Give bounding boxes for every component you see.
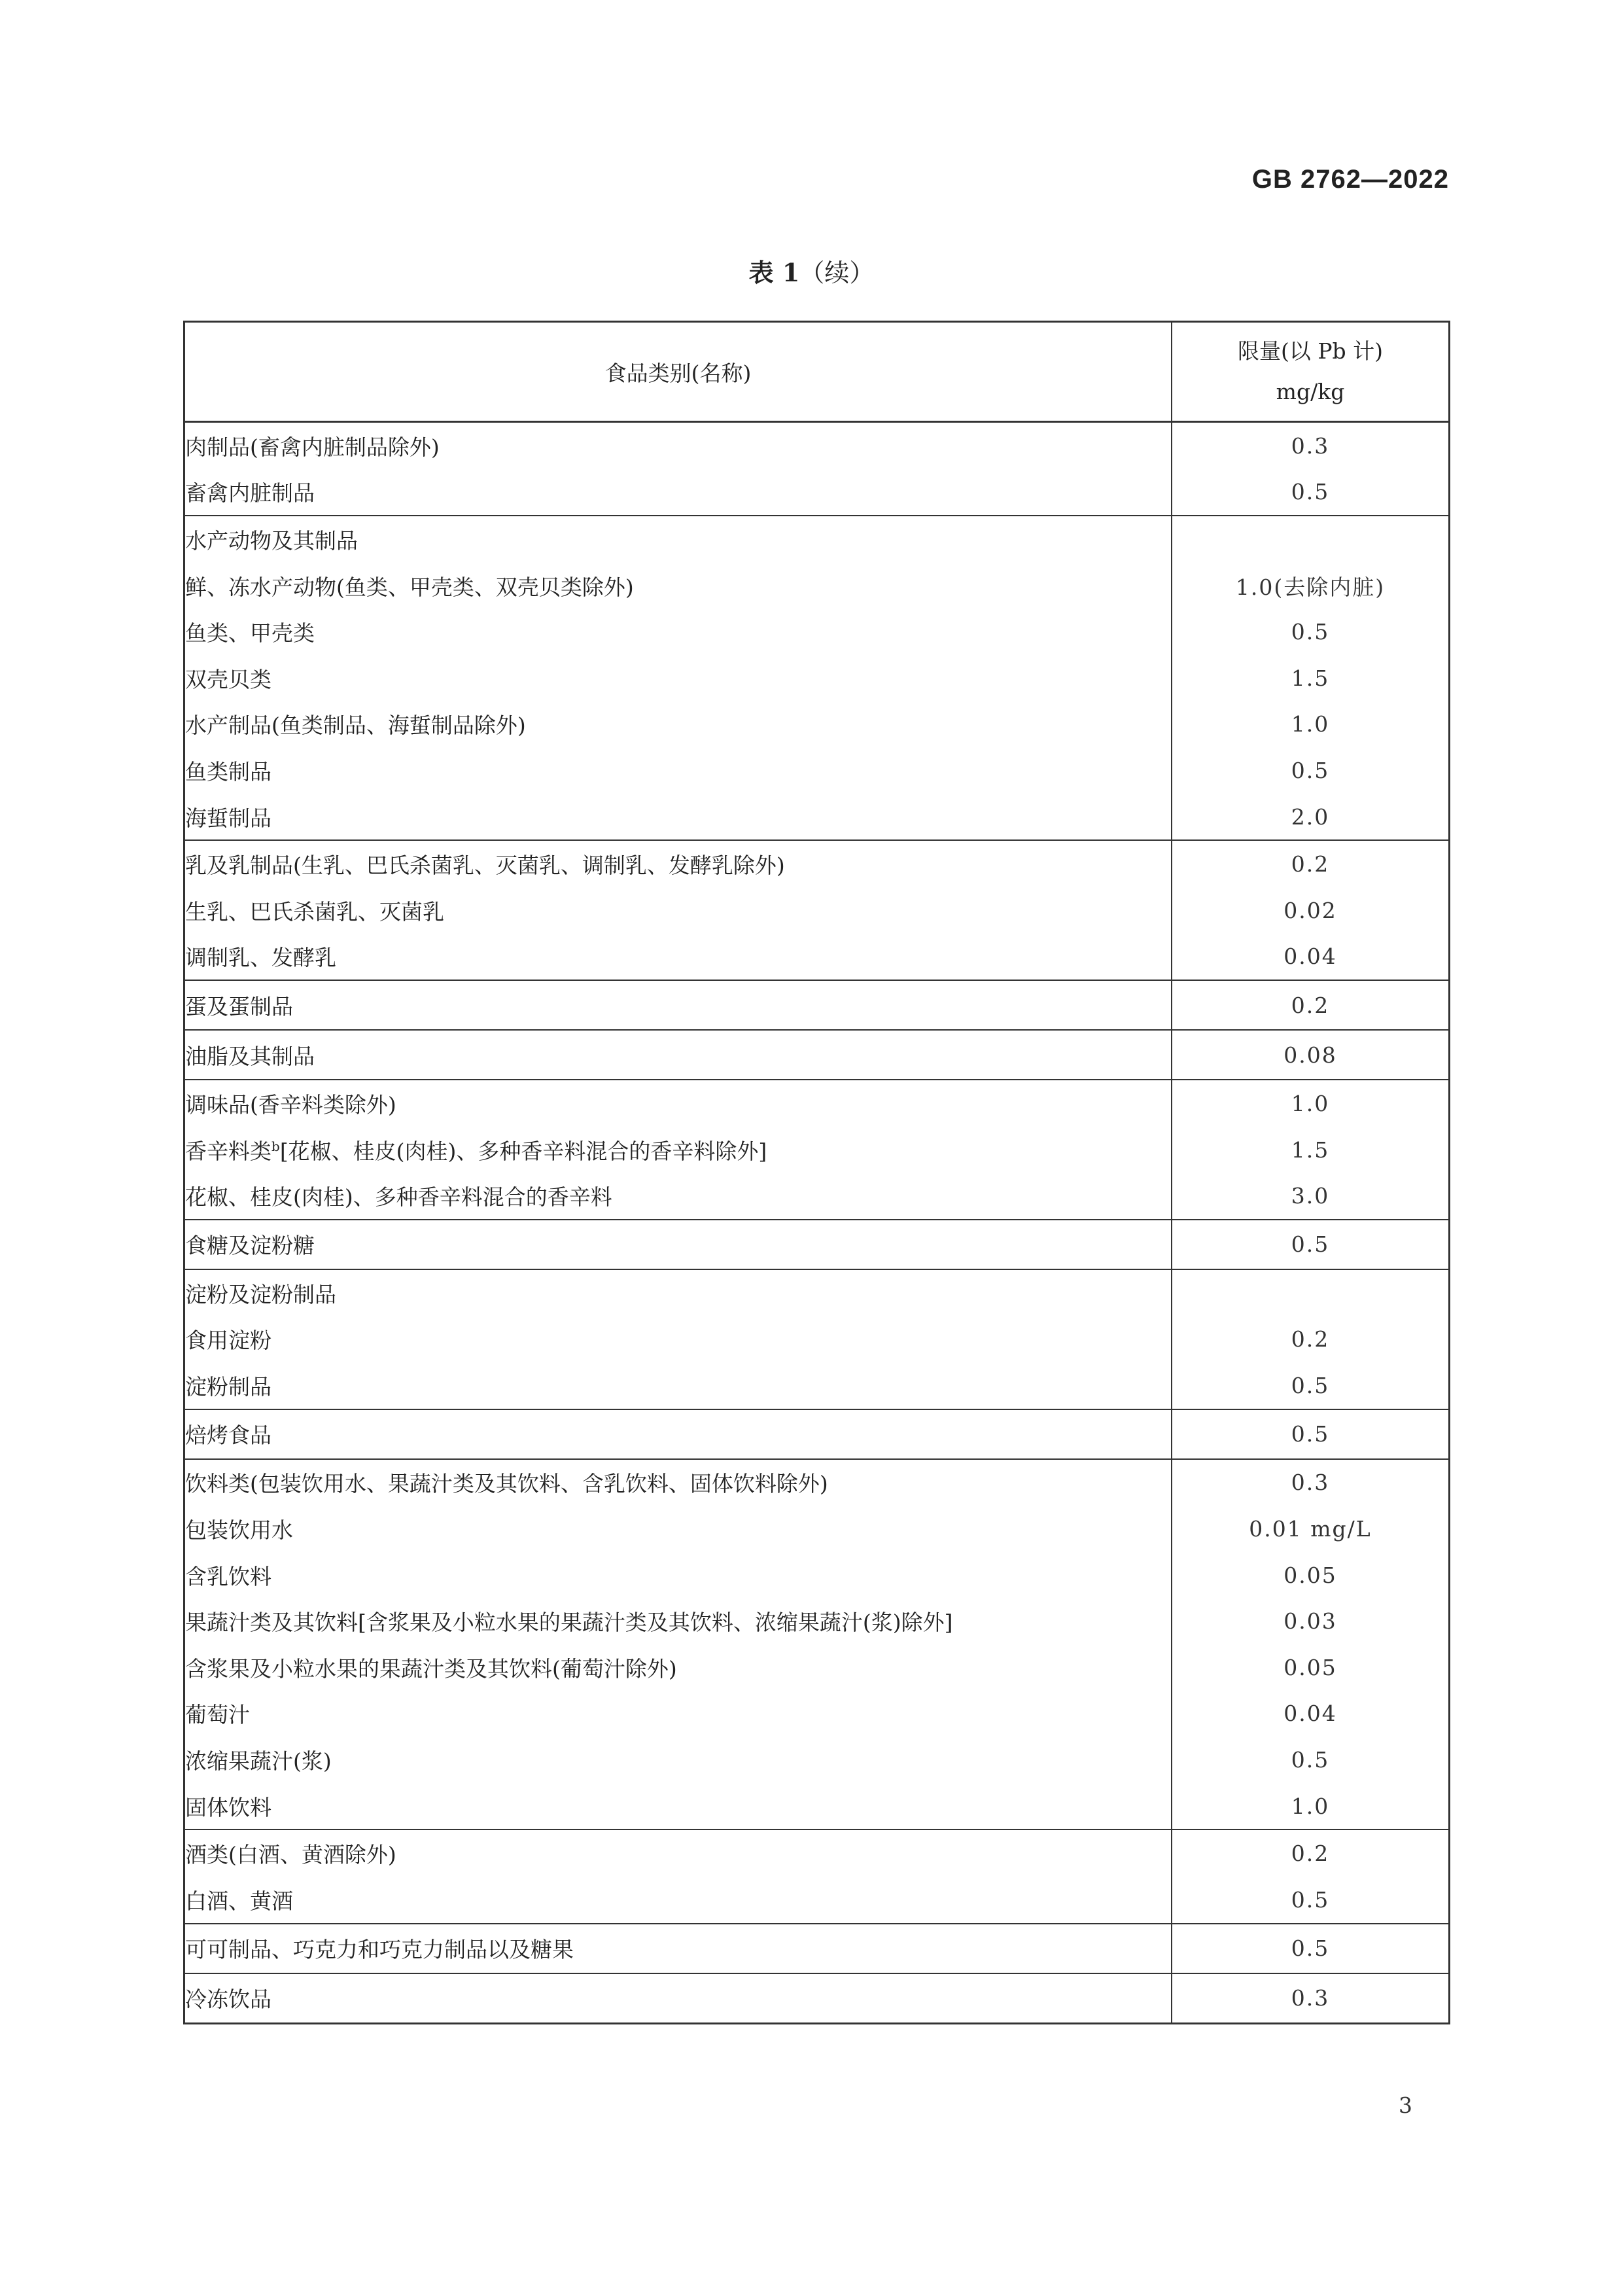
food-category-name: 含乳饮料 — [185, 1563, 271, 1589]
food-category-cell — [184, 794, 1172, 841]
column-header-limit-line1: 限量(以 Pb 计) — [1237, 338, 1384, 364]
table-header-row — [184, 322, 1450, 422]
limit-value-cell: 0.04 — [1283, 1701, 1337, 1727]
footnote-marker: b — [271, 1138, 280, 1154]
table-group — [184, 422, 1450, 516]
table-row — [184, 1829, 1450, 1877]
food-category-cell — [184, 1220, 1172, 1269]
food-category-name: 双壳贝类 — [185, 666, 271, 692]
food-category-cell — [184, 1691, 1172, 1737]
limit-value-cell: 1.0 — [1291, 1090, 1330, 1116]
food-category-name: 葡萄汁 — [185, 1702, 250, 1728]
food-category-cell — [184, 1269, 1172, 1316]
food-category-cell — [184, 469, 1172, 516]
food-category-cell — [184, 1362, 1172, 1409]
limit-value-cell: 0.5 — [1291, 757, 1330, 783]
food-category-cell — [184, 516, 1172, 563]
table-group — [184, 1829, 1450, 1923]
food-category-cell — [184, 1173, 1172, 1220]
food-category-name: 可可制品、巧克力和巧克力制品以及糖果 — [185, 1937, 574, 1963]
food-category-cell — [184, 1598, 1172, 1644]
standard-number: GB 2762—2022 — [1251, 165, 1449, 194]
table-row — [184, 887, 1450, 934]
food-category-name: 乳及乳制品(生乳、巴氏杀菌乳、灭菌乳、调制乳、发酵乳除外) — [185, 853, 785, 879]
limit-value-cell: 0.5 — [1291, 1886, 1330, 1913]
table-row — [184, 1127, 1450, 1173]
limit-value-cell: 1.0 — [1291, 711, 1330, 737]
table-row — [184, 1459, 1450, 1506]
limit-value-cell: 0.05 — [1283, 1562, 1337, 1588]
table-row — [184, 1506, 1450, 1552]
limit-value-cell: 1.0 — [1291, 1793, 1330, 1819]
food-category-cell — [184, 1459, 1172, 1506]
table-row — [184, 1552, 1450, 1598]
table-group — [184, 1459, 1450, 1830]
limit-value-cell: 0.03 — [1283, 1608, 1337, 1634]
food-category-name: 淀粉制品 — [185, 1373, 271, 1400]
limit-value-cell: 1.5 — [1291, 1137, 1330, 1163]
table-row — [184, 701, 1450, 748]
food-category-cell — [184, 1644, 1172, 1691]
food-category-cell — [184, 1127, 1172, 1173]
food-category-name: 花椒、桂皮(肉桂)、多种香辛料混合的香辛料 — [185, 1184, 612, 1210]
table-row — [184, 655, 1450, 701]
table-row — [184, 1924, 1450, 1973]
limit-value-cell — [1172, 516, 1450, 563]
food-category-cell — [184, 980, 1172, 1030]
food-category-name: 饮料类(包装饮用水、果蔬汁类及其饮料、含乳饮料、固体饮料除外) — [185, 1471, 828, 1497]
limit-value-cell: 0.3 — [1291, 1985, 1330, 2011]
table-group — [184, 1924, 1450, 1973]
limit-value-cell: 0.02 — [1283, 897, 1337, 923]
food-category-name: 畜禽内脏制品 — [185, 480, 315, 506]
limit-value-cell: 1.0(去除内脏) — [1235, 574, 1386, 600]
table-row — [184, 1598, 1450, 1644]
table-title-label: 表 1 — [748, 258, 800, 287]
limit-value-cell: 0.5 — [1291, 479, 1330, 505]
limit-value-cell: 0.05 — [1283, 1654, 1337, 1680]
food-category-name: 果蔬汁类及其饮料[含浆果及小粒水果的果蔬汁类及其饮料、浓缩果蔬汁(浆)除外] — [185, 1610, 953, 1636]
food-category-cell — [184, 422, 1172, 469]
table-row — [184, 840, 1450, 887]
food-category-cell — [184, 655, 1172, 701]
food-category-cell — [184, 609, 1172, 655]
table-row — [184, 980, 1450, 1030]
food-category-cell — [184, 563, 1172, 609]
limit-value-cell: 0.2 — [1291, 851, 1330, 877]
food-category-name: 浓缩果蔬汁(浆) — [185, 1748, 332, 1775]
food-category-name: 生乳、巴氏杀菌乳、灭菌乳 — [185, 898, 444, 925]
food-category-name: 香辛料类 — [185, 1138, 271, 1164]
table-group — [184, 516, 1450, 840]
limit-value-cell: 3.0 — [1291, 1183, 1330, 1209]
limit-value-cell — [1172, 1269, 1450, 1316]
table-group — [184, 1269, 1450, 1409]
table-group — [184, 1080, 1450, 1220]
limit-value-cell: 0.5 — [1291, 619, 1330, 645]
food-category-cell — [184, 1829, 1172, 1877]
food-category-name: 食用淀粉 — [185, 1328, 271, 1354]
food-category-cell — [184, 1506, 1172, 1552]
food-category-name-rest: [花椒、桂皮(肉桂)、多种香辛料混合的香辛料除外] — [279, 1138, 767, 1164]
food-category-cell — [184, 1316, 1172, 1363]
table-title — [0, 253, 1623, 289]
table-row — [184, 1737, 1450, 1783]
food-category-cell — [184, 1924, 1172, 1973]
table-row — [184, 422, 1450, 469]
food-category-name: 调味品(香辛料类除外) — [185, 1091, 396, 1118]
table-row — [184, 1030, 1450, 1080]
limit-value-cell: 0.2 — [1291, 1326, 1330, 1352]
table-row — [184, 516, 1450, 563]
food-category-cell — [184, 1877, 1172, 1924]
limit-value-cell: 0.5 — [1291, 1747, 1330, 1773]
column-header-category: 食品类别(名称) — [184, 322, 1172, 422]
food-category-name: 水产动物及其制品 — [185, 527, 358, 554]
food-category-name: 海蜇制品 — [185, 805, 271, 831]
lead-limits-table — [183, 321, 1450, 2024]
food-category-name: 蛋及蛋制品 — [185, 993, 293, 1019]
table-group — [184, 1030, 1450, 1080]
food-category-name: 食糖及淀粉糖 — [185, 1233, 315, 1259]
food-category-cell — [184, 840, 1172, 887]
table-row — [184, 563, 1450, 609]
food-category-cell — [184, 1737, 1172, 1783]
limit-value-cell: 0.08 — [1283, 1042, 1337, 1068]
food-category-cell — [184, 1030, 1172, 1080]
food-category-cell — [184, 701, 1172, 748]
limit-value-cell: 1.5 — [1291, 665, 1330, 691]
limit-value-cell: 0.5 — [1291, 1372, 1330, 1398]
limit-value-cell: 0.3 — [1291, 433, 1330, 459]
food-category-name: 固体饮料 — [185, 1794, 271, 1820]
food-category-name: 冷冻饮品 — [185, 1987, 271, 2013]
limit-value-cell: 0.2 — [1291, 992, 1330, 1018]
table-row — [184, 1269, 1450, 1316]
column-header-limit — [1172, 322, 1450, 422]
limit-value-cell: 0.5 — [1291, 1935, 1330, 1962]
food-category-name: 鱼类、甲壳类 — [185, 620, 315, 646]
food-category-name: 焙烤食品 — [185, 1422, 271, 1449]
table-group — [184, 1973, 1450, 2024]
page-number: 3 — [1399, 2093, 1412, 2118]
food-category-name: 油脂及其制品 — [185, 1043, 315, 1069]
table-group — [184, 1220, 1450, 1269]
food-category-name: 鲜、冻水产动物(鱼类、甲壳类、双壳贝类除外) — [185, 574, 634, 600]
table-row — [184, 747, 1450, 794]
table-row — [184, 1316, 1450, 1363]
food-category-cell — [184, 1552, 1172, 1598]
food-category-name: 白酒、黄酒 — [185, 1888, 293, 1914]
food-category-name: 调制乳、发酵乳 — [185, 945, 336, 971]
table-row — [184, 934, 1450, 981]
table-row — [184, 1173, 1450, 1220]
food-category-name: 淀粉及淀粉制品 — [185, 1281, 336, 1307]
table-row — [184, 1877, 1450, 1924]
food-category-name: 肉制品(畜禽内脏制品除外) — [185, 434, 440, 460]
column-header-limit-unit: mg/kg — [1276, 379, 1345, 404]
food-category-name: 水产制品(鱼类制品、海蜇制品除外) — [185, 713, 526, 739]
limit-value-cell: 2.0 — [1291, 804, 1330, 830]
table-row — [184, 469, 1450, 516]
limit-value-cell: 0.3 — [1291, 1470, 1330, 1496]
table-row — [184, 1409, 1450, 1459]
food-category-cell — [184, 1973, 1172, 2024]
table-row — [184, 1973, 1450, 2024]
food-category-cell — [184, 934, 1172, 981]
food-category-cell — [184, 1409, 1172, 1459]
table-title-suffix: （续） — [799, 258, 875, 287]
table-row — [184, 609, 1450, 655]
table-group — [184, 840, 1450, 980]
food-category-name: 鱼类制品 — [185, 758, 271, 785]
limit-value-cell: 0.2 — [1291, 1841, 1330, 1867]
table-row — [184, 1220, 1450, 1269]
table-group — [184, 1409, 1450, 1459]
table-row — [184, 1362, 1450, 1409]
food-category-cell — [184, 1783, 1172, 1830]
food-category-cell — [184, 887, 1172, 934]
limit-value-cell: 0.5 — [1291, 1231, 1330, 1258]
limit-value-cell: 0.04 — [1283, 944, 1337, 970]
food-category-name: 含浆果及小粒水果的果蔬汁类及其饮料(葡萄汁除外) — [185, 1655, 677, 1682]
table-row — [184, 1691, 1450, 1737]
table-row — [184, 1644, 1450, 1691]
food-category-cell — [184, 1080, 1172, 1127]
table-row — [184, 1080, 1450, 1127]
table-row — [184, 794, 1450, 841]
food-category-cell — [184, 747, 1172, 794]
limit-value-cell: 0.5 — [1291, 1421, 1330, 1447]
table-group — [184, 980, 1450, 1030]
table-row — [184, 1783, 1450, 1830]
food-category-name: 酒类(白酒、黄酒除外) — [185, 1842, 396, 1868]
food-category-name: 包装饮用水 — [185, 1517, 293, 1544]
limit-value-cell: 0.01 mg/L — [1249, 1516, 1372, 1542]
